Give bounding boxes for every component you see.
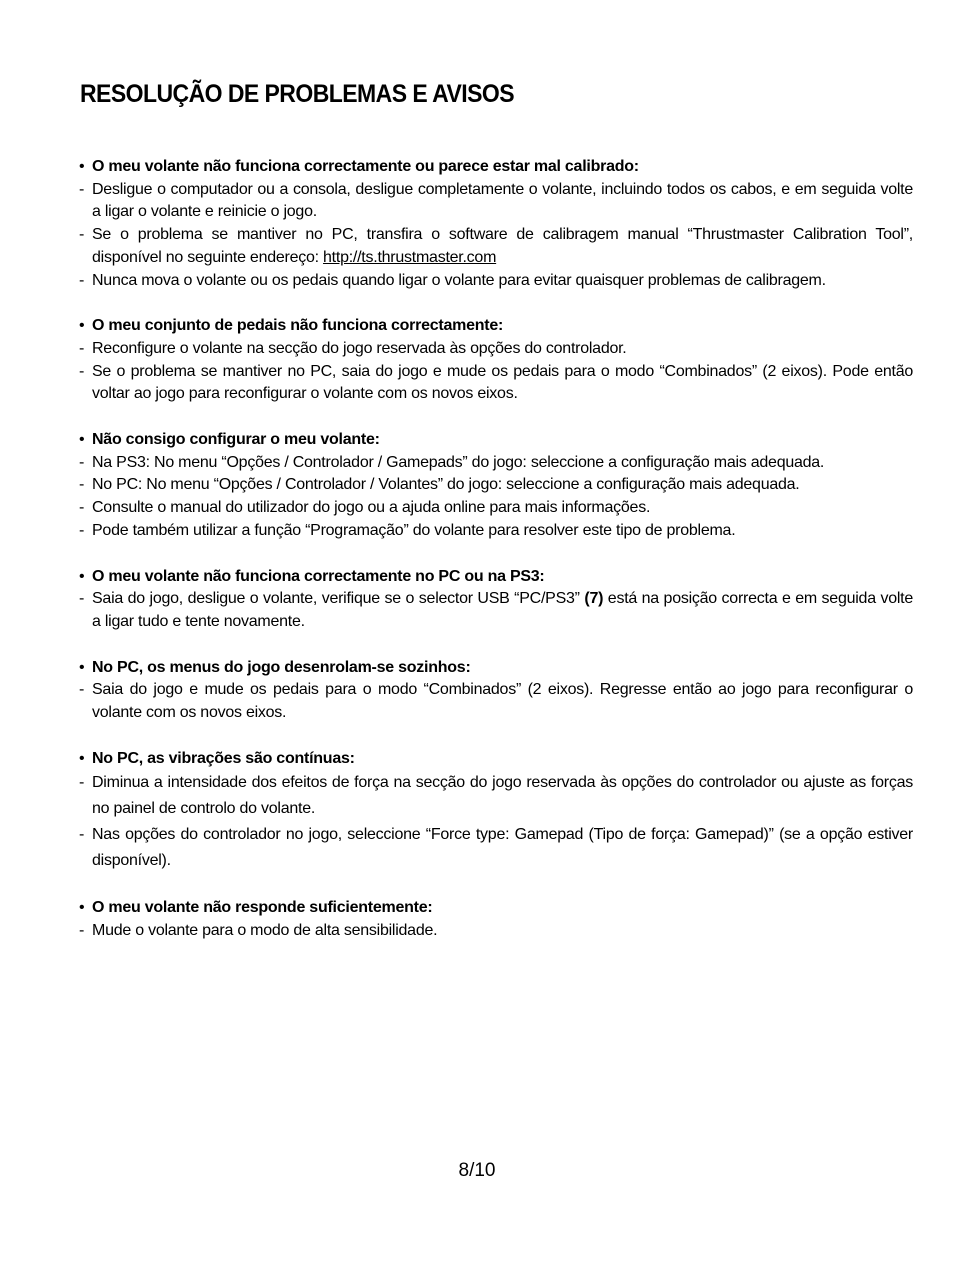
list-item: - Diminua a intensidade dos efeitos de força na secção do jogo reservada às opções do controlador ou ajuste as forças no painel de controlo do volante. (79, 770, 913, 822)
section-heading: • Não consigo configurar o meu volante: (79, 429, 913, 452)
bullet-icon: • (79, 658, 85, 676)
troubleshooting-content (79, 156, 913, 966)
section-heading: • O meu conjunto de pedais não funciona correctamente: (79, 315, 913, 338)
section-heading: • O meu volante não funciona correctamente no PC ou na PS3: (79, 566, 913, 589)
bullet-icon: • (79, 749, 85, 767)
item-list (79, 179, 913, 293)
dash-icon: - (79, 499, 85, 517)
dash-icon: - (79, 339, 85, 357)
list-item: - Desligue o computador ou a consola, desligue completamente o volante, incluindo todos os cabos, e em seguida volte a ligar o volante e reinicie o jogo. (79, 180, 913, 221)
list-item: - Pode também utilizar a função “Programação” do volante para resolver este tipo de problema. (79, 520, 913, 543)
reference-number: (7) (584, 590, 604, 608)
list-item: - Mude o volante para o modo de alta sensibilidade. (79, 920, 913, 943)
list-item: - Saia do jogo e mude os pedais para o modo “Combinados” (2 eixos). Regresse então ao jogo para reconfigurar o volante com os novos eixos. (79, 681, 913, 722)
item-list (79, 452, 913, 543)
item-list (79, 679, 913, 724)
dash-icon: - (79, 521, 85, 539)
dash-icon: - (79, 590, 85, 608)
dash-icon: - (79, 271, 85, 289)
dash-icon: - (79, 681, 85, 699)
section-responsiveness (79, 897, 913, 942)
list-item: - Nas opções do controlador no jogo, seleccione “Force type: Gamepad (Tipo de força: Gamepad)” (se a opção estiver disponível). (79, 822, 913, 874)
dash-icon: - (79, 180, 85, 198)
section-heading: • O meu volante não responde suficientemente: (79, 897, 913, 920)
list-item: - Nunca mova o volante ou os pedais quando ligar o volante para evitar quaisquer problemas de calibragem. (79, 270, 913, 293)
thrustmaster-link[interactable]: http://ts.thrustmaster.com (323, 248, 497, 266)
section-menus (79, 657, 913, 725)
bullet-icon: • (79, 431, 85, 449)
dash-icon: - (79, 476, 85, 494)
list-item: - Consulte o manual do utilizador do jogo ou a ajuda online para mais informações. (79, 497, 913, 520)
section-vibrations (79, 748, 913, 875)
list-item: - Saia do jogo, desligue o volante, verifique se o selector USB “PC/PS3” (7) está na posição correcta e em seguida volte a ligar tudo e tente novamente. (79, 590, 914, 630)
section-configure (79, 429, 913, 543)
section-heading: • No PC, os menus do jogo desenrolam-se sozinhos: (79, 657, 913, 680)
dash-icon: - (79, 226, 85, 244)
item-list (79, 920, 913, 943)
item-list (79, 770, 913, 874)
page-title: RESOLUÇÃO DE PROBLEMAS E AVISOS (80, 80, 514, 108)
dash-icon: - (79, 826, 85, 844)
item-list (79, 338, 913, 406)
section-pedals (79, 315, 913, 406)
bullet-icon: • (79, 567, 85, 585)
dash-icon: - (79, 774, 85, 792)
dash-icon: - (79, 362, 85, 380)
bullet-icon: • (79, 317, 85, 335)
section-pc-ps3 (79, 566, 913, 634)
section-heading: • O meu volante não funciona correctamente ou parece estar mal calibrado: (79, 156, 913, 179)
list-item: - No PC: No menu “Opções / Controlador / Volantes” do jogo: seleccione a configuração mais adequada. (79, 474, 913, 497)
list-item: - Se o problema se mantiver no PC, transfira o software de calibragem manual “Thrustmaster Calibration Tool”, disponível no seguinte endereço: http://ts.thrustmaster.com (79, 226, 913, 266)
section-calibration (79, 156, 913, 292)
page-number: 8/10 (458, 1160, 496, 1181)
list-item: - Na PS3: No menu “Opções / Controlador / Gamepads” do jogo: seleccione a configuração mais adequada. (79, 452, 913, 475)
item-list (79, 588, 913, 633)
list-item: - Se o problema se mantiver no PC, saia do jogo e mude os pedais para o modo “Combinados” (2 eixos). Pode então voltar ao jogo para reconfigurar o volante com os novos eixos. (79, 362, 913, 403)
list-item: - Reconfigure o volante na secção do jogo reservada às opções do controlador. (79, 338, 913, 361)
section-heading: • No PC, as vibrações são contínuas: (79, 748, 913, 771)
dash-icon: - (79, 922, 85, 940)
bullet-icon: • (79, 899, 85, 917)
bullet-icon: • (79, 158, 85, 175)
dash-icon: - (79, 453, 85, 471)
